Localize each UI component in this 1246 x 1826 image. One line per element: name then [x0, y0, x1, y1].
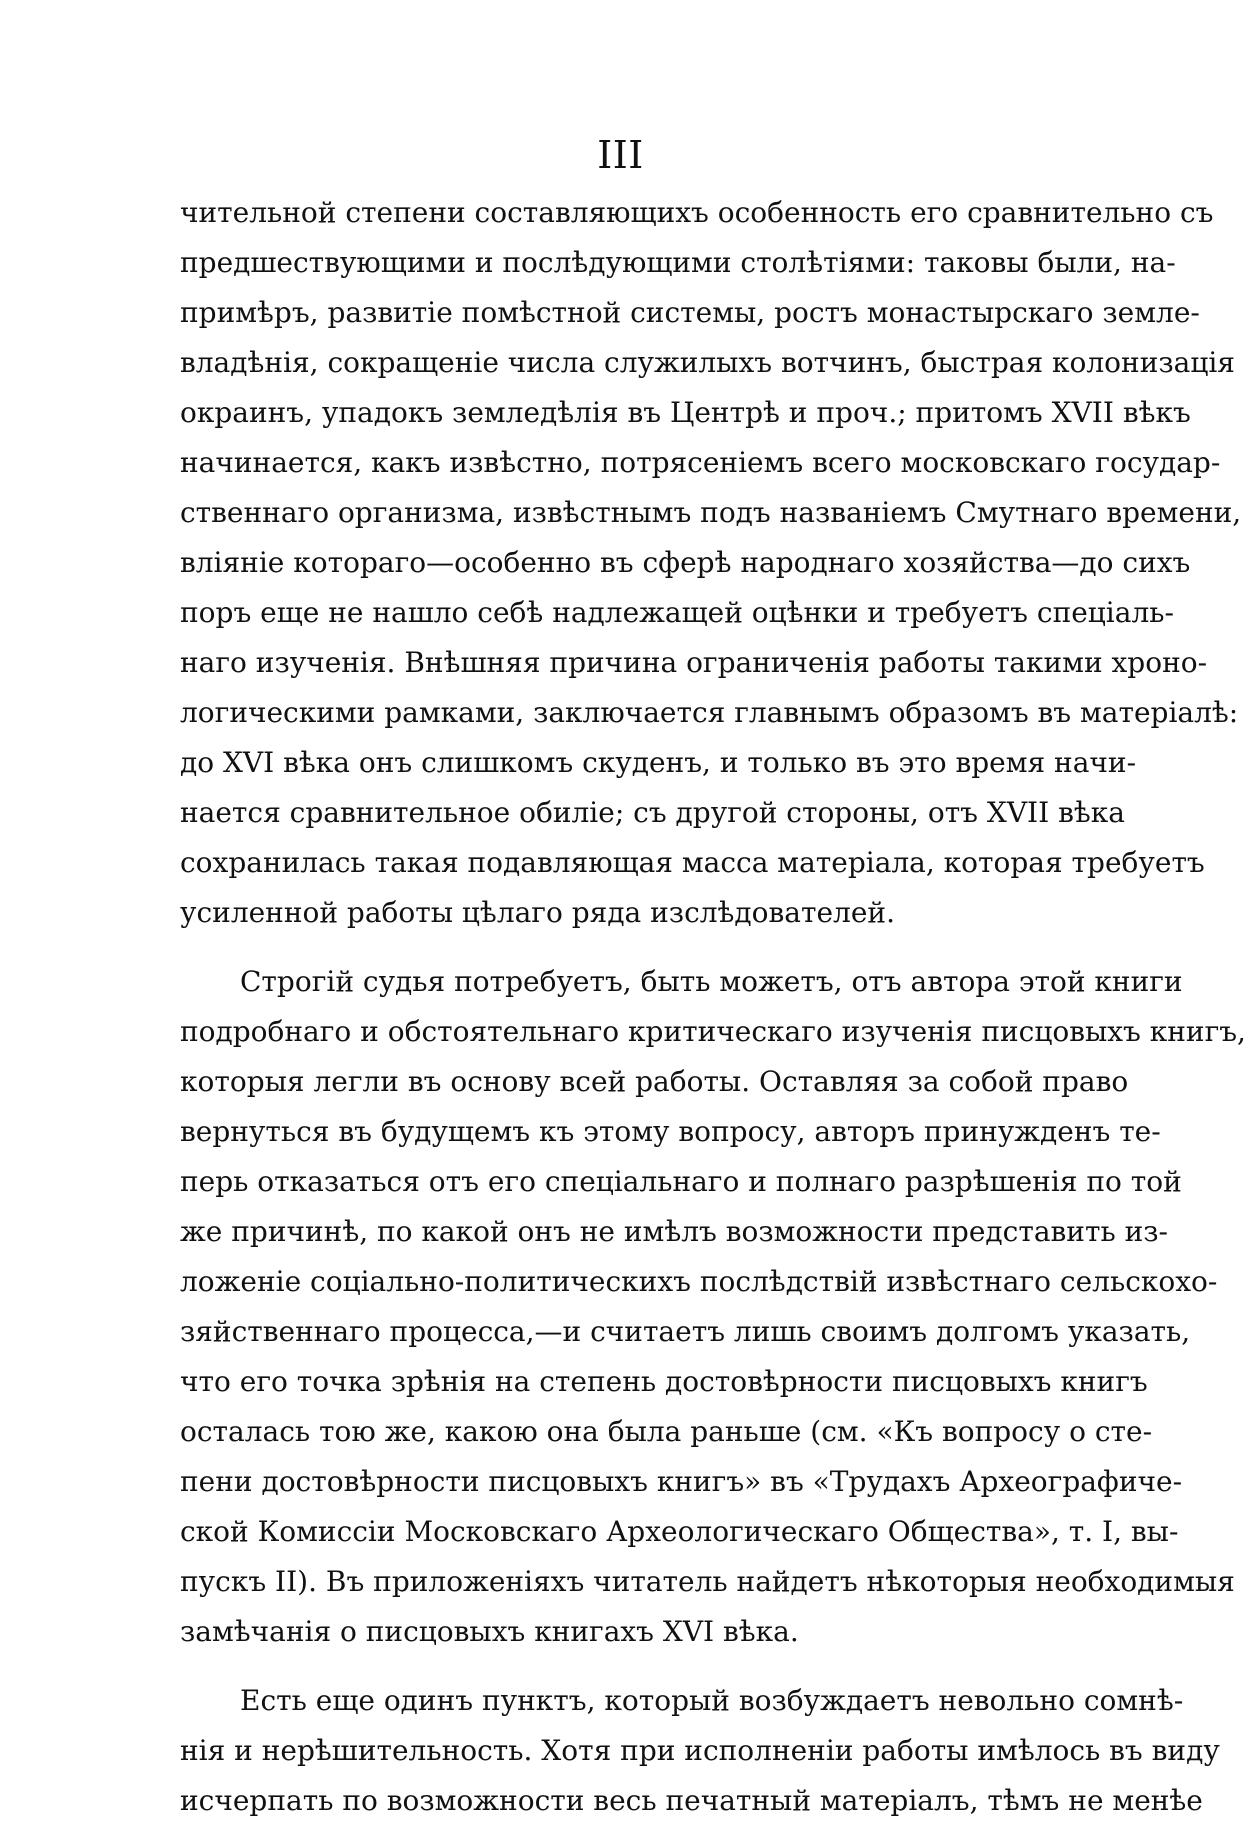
text-line: Строгій судья потребуетъ, быть можетъ, отъ автора этой книги — [240, 965, 1183, 998]
text-line: окраинъ, упадокъ земледѣлія въ Центрѣ и проч.; притомъ XVII вѣкъ — [180, 396, 1191, 429]
text-line: вернуться въ будущемъ къ этому вопросу, авторъ принужденъ те- — [180, 1115, 1161, 1148]
text-line: ской Комиссіи Московскаго Археологическаго Общества», т. I, вы- — [180, 1515, 1179, 1548]
page-body — [180, 188, 1246, 1826]
text-line: усиленной работы цѣлаго ряда изслѣдователей. — [180, 896, 895, 929]
text-line: зяйственнаго процесса,—и считаетъ лишь своимъ долгомъ указать, — [180, 1315, 1191, 1348]
text-line: сохранилась такая подавляющая масса матеріала, которая требуетъ — [180, 846, 1205, 879]
text-line: нія и нерѣшительность. Хотя при исполненіи работы имѣлось въ виду — [180, 1734, 1220, 1767]
paragraph-2 — [180, 957, 1246, 1657]
text-line: пени достовѣрности писцовыхъ книгъ» въ «Трудахъ Археографиче- — [180, 1465, 1183, 1498]
paragraph-gap — [180, 1657, 1080, 1676]
text-line: наго изученія. Внѣшняя причина ограниченія работы такими хроно- — [180, 646, 1208, 679]
text-line: перь отказаться отъ его спеціальнаго и полнаго разрѣшенія по той — [180, 1165, 1182, 1198]
text-line: логическими рамками, заключается главнымъ образомъ въ матеріалѣ: — [180, 696, 1239, 729]
text-line: ложеніе соціально-политическихъ послѣдствій извѣстнаго сельскохо- — [180, 1265, 1218, 1298]
text-line: ственнаго организма, извѣстнымъ подъ названіемъ Смутнаго времени, — [180, 496, 1242, 529]
text-line: осталась тою же, какою она была раньше (см. «Къ вопросу о сте- — [180, 1415, 1153, 1448]
text-line: Есть еще одинъ пунктъ, который возбуждаетъ невольно сомнѣ- — [240, 1684, 1184, 1717]
text-line: предшествующими и послѣдующими столѣтіями: таковы были, на- — [180, 246, 1176, 279]
text-line: подробнаго и обстоятельнаго критическаго изученія писцовыхъ книгъ, — [180, 1015, 1246, 1048]
text-line: владѣнія, сокращеніе числа служилыхъ вотчинъ, быстрая колонизація — [180, 346, 1235, 379]
text-line: исчерпать по возможности весь печатный матеріалъ, тѣмъ не менѣе — [180, 1784, 1203, 1817]
text-line: поръ еще не нашло себѣ надлежащей оцѣнки и требуетъ спеціаль- — [180, 596, 1174, 629]
text-line: до XVI вѣка онъ слишкомъ скуденъ, и только въ это время начи- — [180, 746, 1137, 779]
text-line: нается сравнительное обиліе; съ другой стороны, отъ XVII вѣка — [180, 796, 1125, 829]
page-number: III — [597, 133, 644, 177]
text-line: же причинѣ, по какой онъ не имѣлъ возможности представить из- — [180, 1215, 1168, 1248]
paragraph-1 — [180, 188, 1242, 938]
text-line: вліяніе котораго—особенно въ сферѣ народнаго хозяйства—до сихъ — [180, 546, 1191, 579]
text-line: чительной степени составляющихъ особенность его сравнительно съ — [180, 196, 1214, 229]
text-line: которыя легли въ основу всей работы. Оставляя за собой право — [180, 1065, 1129, 1098]
text-line: замѣчанія о писцовыхъ книгахъ XVI вѣка. — [180, 1615, 799, 1648]
text-line: начинается, какъ извѣстно, потрясеніемъ всего московскаго государ- — [180, 446, 1221, 479]
paragraph-3 — [180, 1676, 1220, 1826]
paragraph-gap — [180, 938, 1080, 957]
text-line: пускъ II). Въ приложеніяхъ читатель найдетъ нѣкоторыя необходимыя — [180, 1565, 1235, 1598]
text-line: что его точка зрѣнія на степень достовѣрности писцовыхъ книгъ — [180, 1365, 1148, 1398]
text-line: примѣръ, развитіе помѣстной системы, ростъ монастырскаго земле- — [180, 296, 1200, 329]
